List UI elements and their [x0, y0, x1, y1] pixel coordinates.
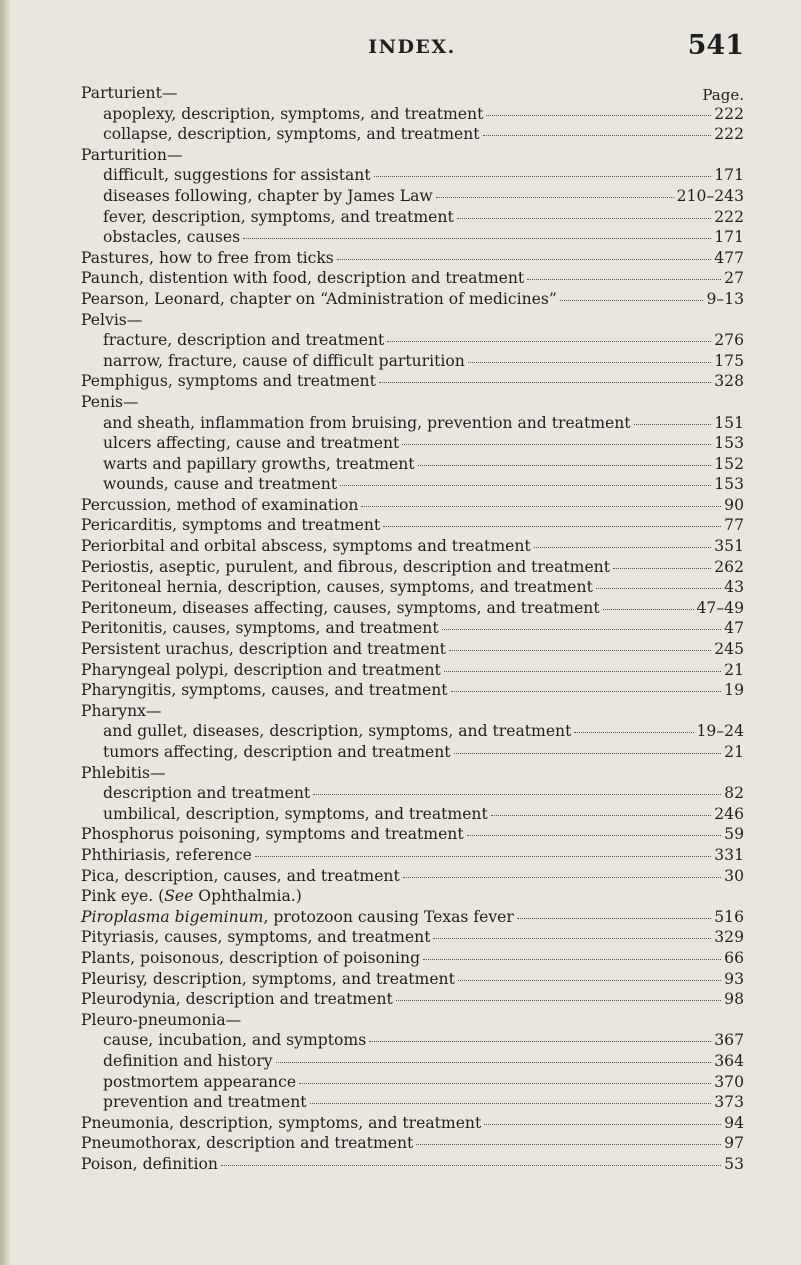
index-subentry	[81, 722, 744, 743]
dot-leader	[468, 362, 711, 363]
index-entry	[81, 537, 744, 558]
entry-page-ref: 9–13	[706, 289, 744, 308]
entry-text: wounds, cause and treatment	[103, 475, 338, 494]
entry-page-ref: 222	[714, 207, 744, 226]
entry-page-ref: 151	[714, 413, 744, 432]
dot-leader	[454, 753, 722, 754]
entry-text: Pneumothorax, description and treatment	[81, 1134, 414, 1153]
entry-page-ref: 262	[714, 557, 744, 576]
dot-leader	[491, 815, 712, 816]
dot-leader	[444, 671, 721, 672]
index-subentry	[81, 1093, 744, 1114]
dot-leader	[221, 1165, 721, 1166]
entry-text: Pityriasis, causes, symptoms, and treatment	[81, 928, 431, 947]
entry-text: Pearson, Leonard, chapter on “Administration of medicines”	[81, 289, 557, 308]
dot-leader	[243, 238, 711, 239]
index-subentry	[81, 805, 744, 826]
index-entry	[81, 887, 744, 908]
entry-text: Phthiriasis, reference	[81, 845, 252, 864]
entry-text: description and treatment	[103, 784, 311, 803]
entry-text: difficult, suggestions for assistant	[103, 166, 371, 185]
index-subentry	[81, 166, 744, 187]
entry-text: Pleurodynia, description and treatment	[81, 990, 393, 1009]
dot-leader	[369, 1041, 711, 1042]
entry-text: umbilical, description, symptoms, and treatment	[103, 804, 488, 823]
dot-leader	[458, 980, 721, 981]
entry-page-ref: 516	[714, 907, 744, 926]
entry-text: Pleuro-pneumonia—	[81, 1010, 242, 1029]
entry-page-ref: 171	[714, 228, 744, 247]
entry-text: Phlebitis—	[81, 763, 166, 782]
entry-page-ref: 98	[724, 990, 744, 1009]
index-subentry	[81, 1073, 744, 1094]
dot-leader	[484, 1124, 721, 1125]
entry-page-ref: 59	[724, 825, 744, 844]
entry-page-ref: 364	[714, 1051, 744, 1070]
entry-page-ref: 331	[714, 845, 744, 864]
entry-text: Poison, definition	[81, 1154, 218, 1173]
index-entry	[81, 496, 744, 517]
index-subentry	[81, 475, 744, 496]
dot-leader	[337, 259, 711, 260]
dot-leader	[560, 300, 704, 301]
dot-leader	[423, 959, 721, 960]
entry-page-ref: 19	[724, 681, 744, 700]
dot-leader	[276, 1062, 712, 1063]
index-entry	[81, 640, 744, 661]
entry-text: narrow, fracture, cause of difficult parturition	[103, 351, 465, 370]
index-entry	[81, 393, 744, 414]
dot-leader	[403, 877, 721, 878]
index-entry	[81, 619, 744, 640]
entry-text: Plants, poisonous, description of poisoning	[81, 948, 421, 967]
entry-text: Peritoneum, diseases affecting, causes, symptoms, and treatment	[81, 598, 600, 617]
dot-leader	[486, 115, 711, 116]
index-subentry	[81, 352, 744, 373]
index-entry	[81, 846, 744, 867]
entry-text: Pharyngitis, symptoms, causes, and treatment	[81, 681, 448, 700]
entry-text: Pelvis—	[81, 310, 143, 329]
entry-text: Pharynx—	[81, 701, 162, 720]
entry-page-ref: 21	[724, 660, 744, 679]
dot-leader	[574, 732, 693, 733]
dot-leader	[340, 485, 711, 486]
entry-page-ref: 276	[714, 331, 744, 350]
entry-page-ref: 77	[724, 516, 744, 535]
index-entry	[81, 949, 744, 970]
index-entry	[81, 825, 744, 846]
index-entry	[81, 146, 744, 167]
dot-leader	[313, 794, 721, 795]
page-number: 541	[687, 30, 744, 61]
index-subentry	[81, 434, 744, 455]
entry-text: Parturition—	[81, 145, 183, 164]
entry-text: Periostis, aseptic, purulent, and fibrous, description and treatment	[81, 557, 610, 576]
index-entry	[81, 558, 744, 579]
index-subentry	[81, 187, 744, 208]
entry-page-ref: 370	[714, 1072, 744, 1091]
entry-page-ref: 90	[724, 495, 744, 514]
entry-page-ref: 97	[724, 1134, 744, 1153]
index-subentry	[81, 208, 744, 229]
entry-text: Pericarditis, symptoms and treatment	[81, 516, 381, 535]
entry-text: collapse, description, symptoms, and treatment	[103, 125, 480, 144]
entry-page-ref: 19–24	[696, 722, 744, 741]
entry-text: apoplexy, description, symptoms, and treatment	[103, 104, 484, 123]
dot-leader	[416, 1144, 721, 1145]
index-subentry	[81, 414, 744, 435]
entry-page-ref: 43	[724, 578, 744, 597]
dot-leader	[449, 650, 711, 651]
entry-page-ref: 367	[714, 1031, 744, 1050]
dot-leader	[613, 568, 711, 569]
entry-page-ref: 152	[714, 454, 744, 473]
index-entries	[81, 84, 744, 1175]
entry-page-ref: 153	[714, 434, 744, 453]
dot-leader	[451, 691, 722, 692]
index-subentry	[81, 125, 744, 146]
index-entry	[81, 1011, 744, 1032]
entry-text: Pleurisy, description, symptoms, and treatment	[81, 969, 455, 988]
entry-text: Pica, description, causes, and treatment	[81, 866, 400, 885]
entry-text	[81, 887, 302, 905]
entry-text-italic: Piroplasma bigeminum	[81, 907, 264, 926]
dot-leader	[603, 609, 694, 610]
entry-text: Paunch, distention with food, description and treatment	[81, 269, 525, 288]
entry-page-ref: 30	[724, 866, 744, 885]
index-subentry	[81, 1031, 744, 1052]
entry-text: Pastures, how to free from ticks	[81, 248, 334, 267]
entry-page-ref: 53	[724, 1154, 744, 1173]
entry-text: diseases following, chapter by James Law	[103, 186, 433, 205]
dot-leader	[634, 424, 712, 425]
index-entry	[81, 1155, 744, 1176]
dot-leader	[299, 1083, 711, 1084]
entry-text-post: Ophthalmia.)	[193, 887, 302, 906]
index-entry	[81, 290, 744, 311]
entry-page-ref: 175	[714, 351, 744, 370]
dot-leader	[310, 1103, 712, 1104]
entry-page-ref: 328	[714, 372, 744, 391]
entry-text: obstacles, causes	[103, 228, 241, 247]
dot-leader	[457, 218, 712, 219]
dot-leader	[418, 465, 712, 466]
entry-page-ref: 93	[724, 969, 744, 988]
index-entry	[81, 681, 744, 702]
entry-text: Pneumonia, description, symptoms, and treatment	[81, 1113, 482, 1132]
entry-text: warts and papillary growths, treatment	[103, 454, 415, 473]
entry-text: Peritoneal hernia, description, causes, symptoms, and treatment	[81, 578, 593, 597]
index-entry	[81, 372, 744, 393]
entry-text-italic: See	[164, 887, 194, 906]
dot-leader	[442, 629, 722, 630]
entry-page-ref: 47–49	[696, 598, 744, 617]
entry-text-pre: Pink eye. (	[81, 887, 165, 906]
entry-page-ref: 222	[714, 125, 744, 144]
entry-text: Pharyngeal polypi, description and treatment	[81, 660, 441, 679]
index-entry	[81, 661, 744, 682]
entry-text: Persistent urachus, description and treatment	[81, 640, 446, 659]
entry-page-ref: 373	[714, 1093, 744, 1112]
dot-leader	[527, 279, 721, 280]
dot-leader	[433, 938, 711, 939]
index-subentry	[81, 228, 744, 249]
index-entry	[81, 311, 744, 332]
entry-page-ref: 245	[714, 640, 744, 659]
index-subentry	[81, 743, 744, 764]
entry-text: fracture, description and treatment	[103, 331, 385, 350]
page-binding-edge	[0, 0, 10, 1265]
entry-text: definition and history	[103, 1051, 273, 1070]
index-entry	[81, 269, 744, 290]
dot-leader	[596, 588, 721, 589]
index-entry	[81, 764, 744, 785]
entry-page-ref: 210–243	[676, 186, 744, 205]
index-entry	[81, 578, 744, 599]
entry-page-ref: 21	[724, 743, 744, 761]
entry-text: Penis—	[81, 392, 139, 411]
dot-leader	[483, 135, 712, 136]
entry-page-ref: 171	[714, 166, 744, 185]
entry-page-ref: 153	[714, 475, 744, 494]
index-entry	[81, 516, 744, 537]
index-entry	[81, 928, 744, 949]
index-subentry	[81, 784, 744, 805]
dot-leader	[402, 444, 711, 445]
index-entry	[81, 702, 744, 723]
index-entry	[81, 249, 744, 270]
entry-text: ulcers affecting, cause and treatment	[103, 434, 400, 453]
index-subentry	[81, 105, 744, 126]
index-entry	[81, 970, 744, 991]
entry-text: and sheath, inflammation from bruising, prevention and treatment	[103, 413, 631, 432]
index-subentry	[81, 455, 744, 476]
entry-page-ref: 27	[724, 269, 744, 288]
entry-text	[81, 908, 514, 926]
index-entry	[81, 990, 744, 1011]
index-entry	[81, 1134, 744, 1155]
dot-leader	[517, 918, 711, 919]
entry-text: Parturient—	[81, 84, 178, 102]
dot-leader	[534, 547, 712, 548]
entry-text-post: , protozoon causing Texas fever	[263, 907, 514, 926]
dot-leader	[396, 1000, 721, 1001]
dot-leader	[467, 835, 722, 836]
index-subentry	[81, 331, 744, 352]
entry-text: prevention and treatment	[103, 1093, 307, 1112]
entry-page-ref: 351	[714, 537, 744, 556]
index-entry	[81, 908, 744, 929]
entry-page-ref: 47	[724, 619, 744, 638]
entry-page-ref: 94	[724, 1113, 744, 1132]
entry-page-ref: 82	[724, 784, 744, 803]
entry-text: and gullet, diseases, description, symptoms, and treatment	[103, 722, 572, 741]
entry-text: postmortem appearance	[103, 1072, 297, 1091]
index-entry	[81, 1114, 744, 1135]
index-entry	[81, 599, 744, 620]
index-entry	[81, 84, 744, 105]
dot-leader	[255, 856, 711, 857]
dot-leader	[374, 176, 712, 177]
entry-page-ref: 222	[714, 104, 744, 123]
page-header	[80, 30, 744, 64]
entry-text: fever, description, symptoms, and treatment	[103, 207, 454, 226]
entry-text: Pemphigus, symptoms and treatment	[81, 372, 376, 391]
dot-leader	[436, 197, 674, 198]
entry-page-ref: 329	[714, 928, 744, 947]
index-subentry	[81, 1052, 744, 1073]
entry-page-ref: 246	[714, 804, 744, 823]
entry-text: Phosphorus poisoning, symptoms and treatment	[81, 825, 464, 844]
entry-text: tumors affecting, description and treatment	[103, 743, 451, 761]
dot-leader	[383, 526, 721, 527]
dot-leader	[379, 382, 711, 383]
entry-text: Periorbital and orbital abscess, symptoms and treatment	[81, 537, 531, 556]
entry-page-ref: 477	[714, 248, 744, 267]
page-title: INDEX.	[368, 36, 456, 58]
entry-page-ref: 66	[724, 948, 744, 967]
index-entry	[81, 867, 744, 888]
entry-text: cause, incubation, and symptoms	[103, 1031, 367, 1050]
entry-text: Peritonitis, causes, symptoms, and treatment	[81, 619, 439, 638]
dot-leader	[387, 341, 711, 342]
page-column-label: Page.	[702, 86, 744, 104]
entry-text: Percussion, method of examination	[81, 495, 359, 514]
dot-leader	[361, 506, 721, 507]
